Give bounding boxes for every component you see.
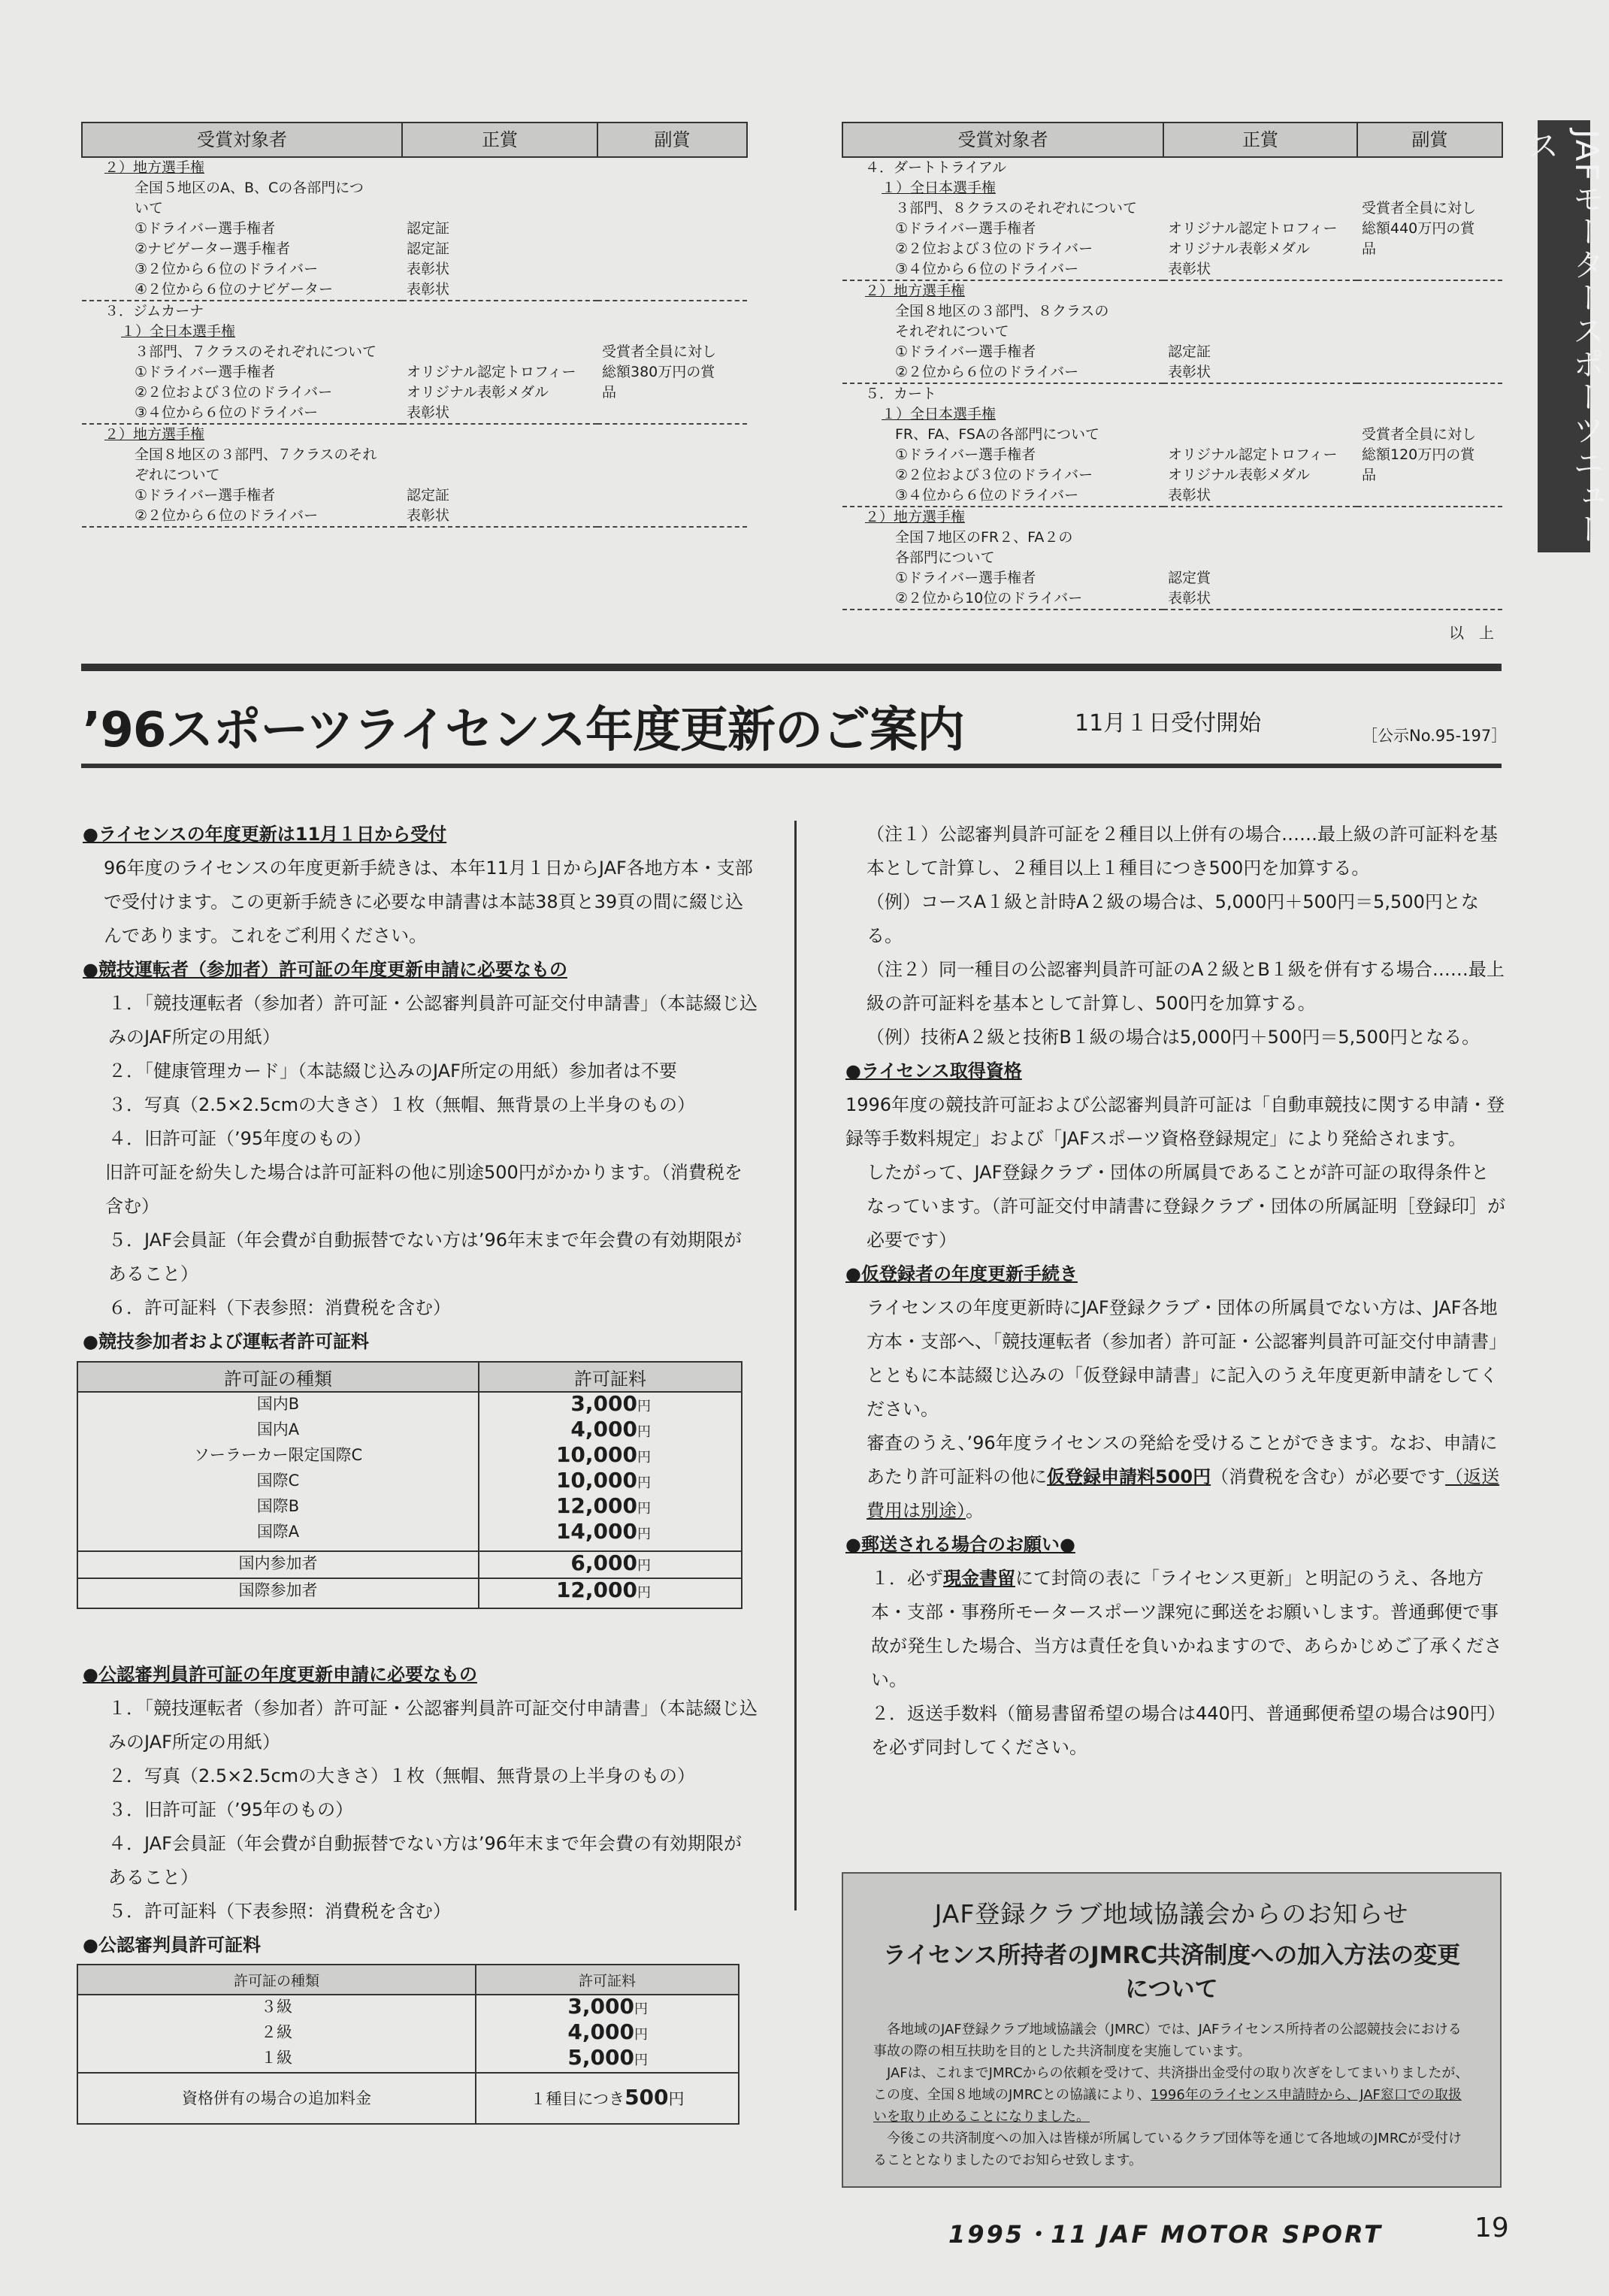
award-sub-prize-cell [1357, 157, 1502, 280]
info-box-emphasis: 1996年のライセンス申請時から、JAF窓口での取扱いを取り止めることになりました。 [873, 2087, 1462, 2125]
fee-amount [476, 2046, 739, 2073]
page-subtitle: 11月１日受付開始 [1075, 710, 1262, 737]
fee-col-type: 許可証の種類 [77, 1362, 479, 1392]
yen-unit: 円 [637, 1450, 651, 1466]
award-line: 総額440万円の賞 [1362, 220, 1475, 237]
fee-value: 3,000 [567, 1994, 634, 2019]
fee-amount [479, 1551, 742, 1578]
award-line [602, 506, 742, 526]
fee-row [77, 2021, 739, 2046]
col-header-main-prize: 正賞 [402, 123, 597, 157]
award-line [1168, 178, 1353, 198]
award-line [407, 425, 593, 445]
award-recipient-cell [842, 280, 1163, 383]
award-line: ５．カート [865, 386, 937, 402]
list-item: １．「競技運転者（参加者）許可証・公認審判員許可証交付申請書」（本誌綴じ込みのJAF所定の用紙） [108, 1698, 758, 1753]
heading-rule-top [81, 664, 1502, 671]
award-line: 総額380万円の賞 [602, 364, 715, 380]
award-line: ①ドライバー選手権者 [895, 220, 1036, 237]
award-line [602, 198, 742, 219]
award-line [602, 280, 742, 300]
fee-row [77, 1444, 742, 1469]
fee-value: 5,000 [567, 2045, 634, 2070]
award-main-prize-cell [1163, 157, 1357, 280]
list-item: ４．旧許可証（’95年度のもの） [108, 1128, 372, 1149]
award-recipient-cell [842, 383, 1163, 507]
fee-value: 10,000 [555, 1442, 637, 1467]
fee-amount [479, 1444, 742, 1469]
award-line: 全国５地区のA、B、Cの各部門につ [135, 180, 364, 196]
award-line: 全国８地区の３部門、８クラスの [895, 303, 1109, 319]
mailing-text: にて封筒の表に「ライセンス更新」と明記のうえ、各地方本・支部・事務所モータースポーツ課宛に郵送をお願いします。普通郵便で事故が発生した場合、当方は責任を負いかねますので、あらかじめご了承ください。 [871, 1568, 1502, 1690]
award-line [1362, 486, 1498, 506]
yen-unit: 円 [637, 1475, 651, 1491]
award-main-prize-cell [1163, 383, 1357, 507]
fee-row [77, 1392, 742, 1418]
fee-type: 国内参加者 [77, 1551, 479, 1578]
section-heading-provisional: ●仮登録者の年度更新手続き [845, 1263, 1078, 1284]
award-line: 受賞者全員に対し [602, 343, 717, 360]
fee-type: 資格併有の場合の追加料金 [77, 2073, 476, 2124]
award-line [1168, 507, 1353, 528]
fee-table-driver [77, 1361, 742, 1609]
award-line: FR、FA、FSAの各部門について [895, 426, 1099, 443]
award-main-prize-cell [1163, 507, 1357, 610]
section-heading-driver-permit: ●競技運転者（参加者）許可証の年度更新申請に必要なもの [83, 959, 567, 980]
award-line [1168, 301, 1353, 322]
info-box-paragraph: 今後この共済制度への加入は皆様が所属しているクラブ団体等を通じて各地域のJMRCが受付けることとなりましたのでお知らせ致します。 [873, 2131, 1462, 2168]
award-line [602, 239, 742, 259]
fee-row [77, 1995, 739, 2021]
award-line: ②２位および３位のドライバー [895, 240, 1093, 257]
award-line [1362, 281, 1498, 301]
award-line: ③４位から６位のドライバー [135, 404, 319, 421]
fee-type: ソーラーカー限定国際C [77, 1444, 479, 1469]
fee-value: 10,000 [555, 1468, 637, 1493]
mailing-item-1 [845, 1562, 1507, 1697]
fee-row [77, 1495, 742, 1520]
list-item: ２．「健康管理カード」（本誌綴じ込みのJAF所定の用紙）参加者は不要 [108, 1060, 677, 1081]
fee-table-judge [77, 1964, 739, 2125]
award-line: 表彰状 [1168, 487, 1211, 504]
return-fee-note: （返送費用は別途） [867, 1466, 1500, 1521]
note-2: （注２）同一種目の公認審判員許可証のA２級とB１級を併有する場合……最上級の許可証料を基本として計算し、500円を加算する。 [867, 959, 1505, 1014]
list-item: ５．許可証料（下表参照：消費税を含む） [108, 1901, 451, 1922]
yen-unit: 円 [634, 2052, 648, 2068]
award-recipient-cell [82, 157, 402, 301]
award-group [842, 507, 1502, 610]
award-line: 総額120万円の賞 [1362, 446, 1475, 463]
award-line: ２）地方選手権 [865, 509, 966, 525]
award-line [1168, 281, 1353, 301]
info-box-body [873, 2019, 1470, 2171]
award-line: ②２位および３位のドライバー [895, 467, 1093, 483]
award-line: 品 [1362, 467, 1377, 483]
award-line [1362, 548, 1498, 568]
fee-amount [479, 1418, 742, 1444]
award-line: 品 [602, 384, 617, 401]
award-line: 認定賞 [1168, 570, 1211, 586]
yen-unit: 円 [637, 1501, 651, 1517]
award-line: オリジナル認定トロフィー [407, 364, 576, 380]
award-line: オリジナル認定トロフィー [1168, 220, 1338, 237]
fee-value: 12,000 [555, 1578, 637, 1602]
fee-col-amount: 許可証料 [476, 1965, 739, 1995]
info-box-text: JAFは、これまでJMRCからの依頼を受けて、共済掛出金受付の取り次ぎをしてまいりましたが、この度、全国８地域のJMRCとの協議により、 [873, 2065, 1469, 2103]
right-column [845, 818, 1507, 1765]
award-main-prize-cell [402, 301, 597, 424]
list-item: ３．写真（2.5×2.5cmの大きさ）１枚（無帽、無背景の上半身のもの） [108, 1094, 696, 1115]
qualification-body-2: したがって、JAF登録クラブ・団体の所属員であることが許可証の取得条件となっています。（許可証交付申請書に登録クラブ・団体の所属証明［登録印］が必要です） [867, 1162, 1506, 1251]
info-box-subtitle: ライセンス所持者のJMRC共済制度への加入方法の変更について [882, 1942, 1461, 2003]
yen-unit: 円 [637, 1526, 651, 1542]
provisional-text: （消費税を含む）が必要です [1211, 1466, 1446, 1487]
yen-unit: 円 [637, 1585, 651, 1601]
fee-amount [476, 2021, 739, 2046]
award-line [1362, 384, 1498, 404]
award-line [602, 259, 742, 280]
award-line [1362, 158, 1498, 178]
award-line: ぞれについて [135, 467, 220, 483]
award-line [1168, 158, 1353, 178]
award-group [842, 383, 1502, 507]
award-line: ２）地方選手権 [104, 426, 205, 443]
list-item-note: 旧許可証を紛失した場合は許可証料の他に別途500円がかかります。（消費税を含む） [105, 1162, 742, 1217]
provisional-text: 。 [966, 1500, 984, 1521]
heading-rule-bottom [81, 764, 1502, 768]
award-line [407, 465, 593, 486]
award-line [407, 342, 593, 362]
award-line [602, 301, 742, 322]
award-line [407, 445, 593, 465]
fee-prefix: １種目につき [530, 2090, 625, 2108]
provisional-fee: 仮登録申請料500円 [1047, 1466, 1211, 1487]
award-line: ③２位から６位のドライバー [135, 261, 319, 277]
fee-type: 国内A [77, 1418, 479, 1444]
award-line: 表彰状 [407, 507, 450, 524]
award-line: 認定証 [407, 487, 450, 504]
section-heading-judge-permit: ●公認審判員許可証の年度更新申請に必要なもの [83, 1664, 477, 1685]
fee-amount [476, 2073, 739, 2124]
fee-value: 4,000 [570, 1417, 637, 1441]
award-line: 全国７地区のFR２、FA２の [895, 529, 1073, 546]
award-line: ②ナビゲーター選手権者 [135, 240, 291, 257]
award-line: ２）地方選手権 [104, 159, 205, 176]
award-sub-prize-cell [1357, 280, 1502, 383]
fee-spacer [77, 1546, 742, 1551]
award-line: １）全日本選手権 [882, 180, 997, 196]
award-main-prize-cell [402, 424, 597, 527]
fee-value: 3,000 [570, 1391, 637, 1416]
info-box-paragraph [873, 2062, 1470, 2128]
renewal-body: 96年度のライセンスの年度更新手続きは、本年11月１日からJAF各地方本・支部で受付けます。この更新手続きに必要な申請書は本誌38頁と39頁の間に綴じ込んであります。これをご利用ください。 [104, 858, 753, 946]
award-line: ①ドライバー選手権者 [135, 220, 276, 237]
fee-row [77, 1418, 742, 1444]
award-line: 品 [1362, 240, 1377, 257]
list-item: ５．JAF会員証（年会費が自動振替でない方は’96年末まで年会費の有効期限があること） [108, 1230, 742, 1284]
award-line: 認定証 [1168, 343, 1211, 360]
fee-amount [479, 1469, 742, 1495]
yen-unit: 円 [634, 2027, 648, 2043]
fee-amount [479, 1392, 742, 1418]
list-item: ３．旧許可証（’95年のもの） [108, 1799, 354, 1820]
info-box-paragraph: 各地域のJAF登録クラブ地域協議会（JMRC）では、JAFライセンス所持者の公認競技会における事故の際の相互扶助を目的とした共済制度を実施しています。 [873, 2022, 1462, 2059]
qualification-body-1: 1996年度の競技許可証および公認審判員許可証は「自動車競技に関する申請・登録等手数料規定」および「JAFスポーツ資格登録規定」により発給されます。 [845, 1094, 1505, 1149]
award-line: ②２位から10位のドライバー [895, 590, 1083, 607]
award-line [602, 425, 742, 445]
award-sub-prize-cell [1357, 383, 1502, 507]
award-line: オリジナル表彰メダル [407, 384, 549, 401]
award-table-left [81, 122, 748, 528]
award-line: 受賞者全員に対し [1362, 200, 1477, 216]
left-column [83, 818, 759, 1359]
award-line: ①ドライバー選手権者 [135, 364, 276, 380]
award-line: ３．ジムカーナ [104, 303, 204, 319]
fee-row-extra [77, 2073, 739, 2124]
award-line: オリジナル表彰メダル [1168, 467, 1311, 483]
fee-row [77, 1520, 742, 1546]
award-line: 全国８地区の３部門、７クラスのそれ [135, 446, 377, 463]
yen-unit: 円 [637, 1424, 651, 1440]
award-line: ③４位から６位のドライバー [895, 487, 1079, 504]
mailing-item-2: ２．返送手数料（簡易書留希望の場合は440円、普通郵便希望の場合は90円）を必ず同封してください。 [871, 1703, 1506, 1758]
note-1: （注１）公認審判員許可証を２種目以上併有の場合……最上級の許可証料を基本として計算し、２種目以上１種目につき500円を加算する。 [867, 824, 1498, 879]
award-line: ３部門、７クラスのそれぞれについて [135, 343, 377, 360]
award-main-prize-cell [1163, 280, 1357, 383]
award-group [842, 157, 1502, 280]
award-line [1168, 384, 1353, 404]
fee-spacer [77, 1605, 742, 1608]
award-line: 認定証 [407, 240, 450, 257]
award-line [407, 178, 593, 198]
award-line: 各部門について [895, 549, 995, 566]
footer-magazine: 1995・11 JAF MOTOR SPORT [948, 2220, 1384, 2249]
award-line: ①ドライバー選手権者 [135, 487, 276, 504]
award-line: 表彰状 [407, 404, 450, 421]
yen-unit: 円 [637, 1558, 651, 1574]
award-line: ②２位から６位のドライバー [895, 364, 1079, 380]
award-line: ①ドライバー選手権者 [895, 570, 1036, 586]
award-line: 表彰状 [1168, 364, 1211, 380]
award-line: ４．ダートトライアル [865, 159, 1007, 176]
award-recipient-cell [82, 424, 402, 527]
page-title: ’96スポーツライセンス年度更新のご案内 [83, 703, 965, 758]
award-recipient-cell [842, 157, 1163, 280]
award-line: ①ドライバー選手権者 [895, 446, 1036, 463]
award-line: それぞれについて [895, 323, 1009, 340]
award-line [1362, 259, 1498, 280]
fee-row [77, 2046, 739, 2073]
award-line [407, 322, 593, 342]
fee-type: 国際C [77, 1469, 479, 1495]
col-header-sub-prize: 副賞 [1357, 123, 1502, 157]
award-line [1362, 342, 1498, 362]
award-line: 表彰状 [1168, 261, 1211, 277]
award-line [1362, 404, 1498, 425]
award-line: ④２位から６位のナビゲーター [135, 281, 334, 298]
fee-value: 6,000 [570, 1550, 637, 1575]
fee-type: １級 [77, 2046, 476, 2073]
fee-type: 国際参加者 [77, 1578, 479, 1605]
award-line [1362, 178, 1498, 198]
award-recipient-cell [82, 301, 402, 424]
award-table-right [842, 122, 1503, 610]
col-header-main-prize: 正賞 [1163, 123, 1357, 157]
fee-col-type: 許可証の種類 [77, 1965, 476, 1995]
award-line [1362, 568, 1498, 588]
award-line [602, 322, 742, 342]
award-line [1362, 362, 1498, 383]
provisional-body-1: ライセンスの年度更新時にJAF登録クラブ・団体の所属員でない方は、JAF各地方本・支部へ、「競技運転者（参加者）許可証・公認審判員許可証交付申請書」とともに本誌綴じ込みの「仮登録申請書」に記入のうえ年度更新申請をしてください。 [867, 1297, 1507, 1420]
yen-unit: 円 [637, 1399, 651, 1414]
fee-type: 国内B [77, 1392, 479, 1418]
fee-amount [479, 1520, 742, 1546]
col-header-recipient: 受賞対象者 [82, 123, 402, 157]
award-sub-prize-cell [597, 424, 747, 527]
award-line [602, 219, 742, 239]
award-line [1168, 528, 1353, 548]
section-heading-mailing: ●郵送される場合のお願い● [845, 1534, 1075, 1555]
award-line: ②２位から６位のドライバー [135, 507, 319, 524]
award-group [82, 424, 747, 527]
fee-type: 国際B [77, 1495, 479, 1520]
list-item: ２．写真（2.5×2.5cmの大きさ）１枚（無帽、無背景の上半身のもの） [108, 1765, 696, 1786]
provisional-body-2 [845, 1426, 1507, 1528]
fee-table-heading: ●公認審判員許可証料 [83, 1935, 261, 1956]
award-line [602, 445, 742, 465]
note-2-example: （例）技術A２級と技術B１級の場合は5,000円＋500円＝5,500円となる。 [867, 1027, 1480, 1048]
award-line: 表彰状 [407, 261, 450, 277]
fee-type: ３級 [77, 1995, 476, 2021]
yen-unit: 円 [634, 2001, 648, 2017]
award-line: 表彰状 [1168, 590, 1211, 607]
award-line [1362, 301, 1498, 322]
award-line [1168, 198, 1353, 219]
fee-row [77, 1469, 742, 1495]
note-1-example: （例）コースA１級と計時A２級の場合は、5,000円＋500円＝5,500円となる。 [867, 891, 1479, 946]
section-heading-renewal: ●ライセンスの年度更新は11月１日から受付 [83, 824, 447, 845]
award-line [1168, 425, 1353, 445]
award-group [82, 301, 747, 424]
fee-type: ２級 [77, 2021, 476, 2046]
registered-mail: 現金書留 [943, 1568, 1015, 1589]
award-line [1168, 404, 1353, 425]
fee-value: 14,000 [555, 1519, 637, 1544]
award-line [407, 198, 593, 219]
column-divider [794, 821, 797, 1910]
provisional-text: 審査のうえ、’96年度ライセンスの発給を受けることができます。なお、申請にあたり許可証料の他に [867, 1432, 1498, 1487]
yen-unit: 円 [668, 2090, 685, 2108]
notice-number: ［公示No.95-197］ [1362, 727, 1508, 745]
section-heading-qualification: ●ライセンス取得資格 [845, 1060, 1022, 1081]
award-line [1168, 548, 1353, 568]
fee-table-heading: ●競技参加者および運転者許可証料 [83, 1331, 369, 1352]
award-line: オリジナル表彰メダル [1168, 240, 1311, 257]
fee-row [77, 1551, 742, 1578]
award-line [407, 301, 593, 322]
award-line [602, 178, 742, 198]
award-line: いて [135, 200, 164, 216]
info-box [842, 1872, 1502, 2188]
award-line: 表彰状 [407, 281, 450, 298]
award-line: ②２位および３位のドライバー [135, 384, 333, 401]
fee-amount [479, 1578, 742, 1605]
award-main-prize-cell [402, 157, 597, 301]
award-line [602, 403, 742, 423]
award-line [602, 486, 742, 506]
award-line: ③４位から６位のドライバー [895, 261, 1079, 277]
ijo-label: 以 上 [1449, 624, 1494, 642]
award-line: ①ドライバー選手権者 [895, 343, 1036, 360]
fee-amount [479, 1495, 742, 1520]
award-line [602, 465, 742, 486]
fee-value: 500 [625, 2085, 669, 2110]
award-sub-prize-cell [597, 301, 747, 424]
award-sub-prize-cell [597, 157, 747, 301]
award-group [842, 280, 1502, 383]
col-header-recipient: 受賞対象者 [842, 123, 1163, 157]
award-line [1362, 588, 1498, 609]
list-item: ４．JAF会員証（年会費が自動振替でない方は’96年末まで年会費の有効期限があること） [108, 1833, 742, 1888]
fee-amount [476, 1995, 739, 2021]
award-line: 認定証 [407, 220, 450, 237]
fee-value: 4,000 [567, 2019, 634, 2044]
award-sub-prize-cell [1357, 507, 1502, 610]
fee-value: 12,000 [555, 1493, 637, 1518]
award-line [1362, 322, 1498, 342]
mailing-text: １．必ず [871, 1568, 943, 1589]
info-box-title: JAF登録クラブ地域協議会からのお知らせ [934, 1899, 1409, 1928]
award-line [407, 158, 593, 178]
list-item: １．「競技運転者（参加者）許可証・公認審判員許可証交付申請書」（本誌綴じ込みのJAF所定の用紙） [108, 993, 758, 1048]
section-tab: JAFモータースポーツニュース [1538, 120, 1590, 552]
award-line: 受賞者全員に対し [1362, 426, 1477, 443]
fee-row [77, 1578, 742, 1605]
col-header-sub-prize: 副賞 [597, 123, 747, 157]
award-line: オリジナル認定トロフィー [1168, 446, 1338, 463]
fee-col-amount: 許可証料 [479, 1362, 742, 1392]
award-line: ２）地方選手権 [865, 283, 966, 299]
list-item: ６．許可証料（下表参照：消費税を含む） [108, 1297, 451, 1318]
award-line: １）全日本選手権 [121, 323, 236, 340]
page-number: 19 [1474, 2213, 1509, 2243]
award-line [1362, 528, 1498, 548]
award-line [1168, 322, 1353, 342]
award-recipient-cell [842, 507, 1163, 610]
fee-type: 国際A [77, 1520, 479, 1546]
award-line [602, 158, 742, 178]
award-line [1362, 507, 1498, 528]
left-column-lower [83, 1658, 759, 1962]
award-line: ３部門、８クラスのそれぞれについて [895, 200, 1138, 216]
award-line: １）全日本選手権 [882, 406, 997, 422]
award-group [82, 157, 747, 301]
